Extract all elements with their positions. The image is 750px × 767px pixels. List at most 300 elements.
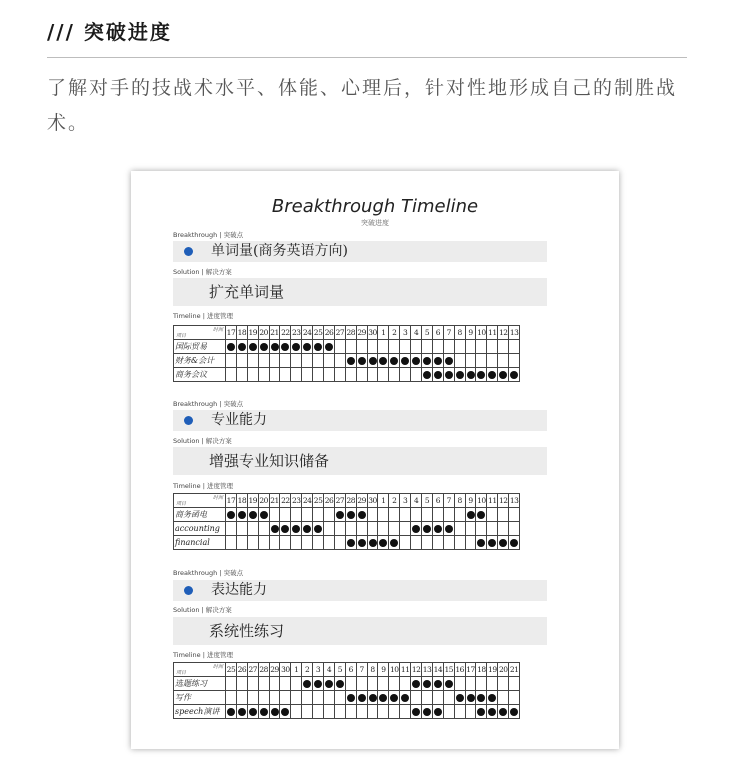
day-cell [443, 522, 454, 536]
day-cell [432, 368, 443, 382]
day-cell [226, 522, 237, 536]
day-cell [313, 677, 324, 691]
day-cell [443, 536, 454, 550]
scheduled-dot-icon [477, 371, 485, 379]
scheduled-dot-icon [412, 708, 420, 716]
grid-header-row [174, 494, 520, 508]
scheduled-dot-icon [510, 539, 518, 547]
day-cell [411, 705, 422, 719]
day-cell [302, 354, 313, 368]
day-cell [226, 677, 237, 691]
day-cell [476, 691, 487, 705]
day-cell [324, 536, 335, 550]
day-cell [509, 508, 520, 522]
day-cell [313, 522, 324, 536]
bullet-dot-icon [184, 586, 193, 595]
day-cell [324, 691, 335, 705]
scheduled-dot-icon [303, 680, 311, 688]
day-cell [247, 705, 258, 719]
day-cell [411, 368, 422, 382]
day-header: 18 [236, 494, 247, 508]
scheduled-dot-icon [379, 694, 387, 702]
day-cell [313, 705, 324, 719]
day-cell [367, 522, 378, 536]
corner-item-label: 项目 [176, 670, 187, 676]
day-cell [389, 536, 400, 550]
day-cell [236, 508, 247, 522]
day-cell [247, 677, 258, 691]
day-cell [324, 368, 335, 382]
day-cell [389, 368, 400, 382]
day-cell [291, 677, 302, 691]
scheduled-dot-icon [445, 525, 453, 533]
day-cell [367, 677, 378, 691]
day-cell [422, 536, 433, 550]
timeline-grid [173, 493, 520, 550]
day-cell [291, 508, 302, 522]
day-cell [411, 522, 422, 536]
day-cell [465, 354, 476, 368]
day-cell [400, 522, 411, 536]
day-cell [291, 705, 302, 719]
day-cell [334, 536, 345, 550]
day-cell [313, 508, 324, 522]
solution-bar [173, 278, 547, 306]
day-header: 1 [291, 663, 302, 677]
scheduled-dot-icon [412, 357, 420, 365]
day-cell [356, 354, 367, 368]
breakthrough-text: 单词量(商务英语方向) [211, 243, 348, 259]
day-cell [432, 677, 443, 691]
day-cell [411, 691, 422, 705]
day-cell [345, 522, 356, 536]
day-header: 1 [378, 326, 389, 340]
scheduled-dot-icon [423, 680, 431, 688]
day-header: 6 [345, 663, 356, 677]
breakthrough-label: Breakthrough | 突破点 [173, 400, 244, 408]
day-cell [400, 677, 411, 691]
scheduled-dot-icon [434, 525, 442, 533]
day-header: 19 [487, 663, 498, 677]
day-cell [236, 536, 247, 550]
timeline-grid [173, 662, 520, 719]
day-header: 27 [334, 326, 345, 340]
day-cell [454, 691, 465, 705]
scheduled-dot-icon [390, 357, 398, 365]
corner-item-label: 项目 [176, 501, 187, 507]
scheduled-dot-icon [467, 511, 475, 519]
scheduled-dot-icon [260, 343, 268, 351]
day-cell [476, 677, 487, 691]
day-header: 29 [356, 326, 367, 340]
day-cell [498, 691, 509, 705]
day-cell [498, 536, 509, 550]
scheduled-dot-icon [227, 708, 235, 716]
day-cell [291, 522, 302, 536]
day-cell [356, 691, 367, 705]
day-header: 9 [465, 494, 476, 508]
day-cell [313, 536, 324, 550]
day-cell [443, 368, 454, 382]
day-cell [247, 354, 258, 368]
scheduled-dot-icon [303, 525, 311, 533]
scheduled-dot-icon [401, 357, 409, 365]
day-cell [226, 340, 237, 354]
day-cell [236, 691, 247, 705]
day-cell [258, 522, 269, 536]
day-cell [302, 508, 313, 522]
day-cell [378, 677, 389, 691]
day-cell [509, 705, 520, 719]
day-header: 13 [422, 663, 433, 677]
day-header: 3 [400, 326, 411, 340]
day-cell [258, 508, 269, 522]
day-header: 3 [400, 494, 411, 508]
scheduled-dot-icon [336, 680, 344, 688]
day-cell [280, 340, 291, 354]
day-cell [356, 705, 367, 719]
day-cell [291, 691, 302, 705]
grid-corner [174, 663, 226, 677]
day-cell [465, 705, 476, 719]
day-cell [476, 508, 487, 522]
day-header: 29 [269, 663, 280, 677]
day-cell [302, 536, 313, 550]
day-cell [487, 508, 498, 522]
scheduled-dot-icon [434, 371, 442, 379]
solution-bar [173, 447, 547, 475]
scheduled-dot-icon [314, 343, 322, 351]
day-cell [443, 508, 454, 522]
day-cell [454, 508, 465, 522]
timeline-grid [173, 325, 520, 382]
task-row [174, 340, 520, 354]
day-cell [367, 340, 378, 354]
scheduled-dot-icon [347, 694, 355, 702]
day-cell [313, 354, 324, 368]
day-cell [422, 508, 433, 522]
day-cell [345, 340, 356, 354]
day-cell [498, 705, 509, 719]
day-cell [389, 705, 400, 719]
breakthrough-text: 专业能力 [211, 412, 267, 428]
day-cell [247, 340, 258, 354]
day-header: 18 [476, 663, 487, 677]
day-header: 22 [280, 326, 291, 340]
day-cell [356, 508, 367, 522]
day-cell [411, 677, 422, 691]
day-cell [422, 677, 433, 691]
day-cell [487, 691, 498, 705]
day-cell [443, 340, 454, 354]
scheduled-dot-icon [271, 343, 279, 351]
scheduled-dot-icon [358, 357, 366, 365]
day-cell [356, 677, 367, 691]
day-cell [465, 522, 476, 536]
scheduled-dot-icon [325, 680, 333, 688]
day-cell [367, 508, 378, 522]
day-cell [302, 691, 313, 705]
scheduled-dot-icon [358, 694, 366, 702]
scheduled-dot-icon [379, 539, 387, 547]
day-cell [280, 368, 291, 382]
day-cell [345, 677, 356, 691]
day-cell [313, 691, 324, 705]
day-cell [400, 368, 411, 382]
day-cell [378, 354, 389, 368]
day-header: 20 [258, 494, 269, 508]
day-cell [422, 368, 433, 382]
scheduled-dot-icon [434, 680, 442, 688]
task-row [174, 691, 520, 705]
bullet-dot-icon [184, 247, 193, 256]
timeline-document [131, 171, 619, 749]
day-cell [367, 368, 378, 382]
scheduled-dot-icon [477, 511, 485, 519]
task-label: 财务&会计 [174, 354, 226, 368]
day-cell [422, 340, 433, 354]
day-cell [465, 691, 476, 705]
day-cell [291, 354, 302, 368]
day-cell [454, 354, 465, 368]
day-cell [334, 508, 345, 522]
day-cell [324, 705, 335, 719]
day-header: 27 [334, 494, 345, 508]
scheduled-dot-icon [510, 708, 518, 716]
scheduled-dot-icon [467, 694, 475, 702]
day-header: 10 [476, 326, 487, 340]
task-label: financial [174, 536, 226, 550]
day-cell [269, 340, 280, 354]
scheduled-dot-icon [249, 708, 257, 716]
day-cell [280, 691, 291, 705]
day-header: 15 [443, 663, 454, 677]
scheduled-dot-icon [281, 525, 289, 533]
day-cell [465, 677, 476, 691]
day-header: 8 [367, 663, 378, 677]
scheduled-dot-icon [445, 357, 453, 365]
day-cell [269, 705, 280, 719]
breakthrough-bar [173, 580, 547, 601]
task-label: 写作 [174, 691, 226, 705]
task-row [174, 522, 520, 536]
corner-time-label: 时间 [212, 495, 223, 501]
day-cell [280, 677, 291, 691]
day-cell [487, 368, 498, 382]
day-header: 25 [313, 326, 324, 340]
scheduled-dot-icon [488, 539, 496, 547]
day-cell [367, 705, 378, 719]
day-cell [334, 340, 345, 354]
scheduled-dot-icon [281, 708, 289, 716]
scheduled-dot-icon [390, 539, 398, 547]
day-cell [302, 705, 313, 719]
task-row [174, 368, 520, 382]
day-header: 11 [487, 494, 498, 508]
scheduled-dot-icon [477, 694, 485, 702]
day-cell [432, 691, 443, 705]
day-cell [509, 354, 520, 368]
day-cell [247, 508, 258, 522]
day-cell [356, 522, 367, 536]
day-cell [400, 536, 411, 550]
scheduled-dot-icon [238, 343, 246, 351]
day-cell [226, 368, 237, 382]
day-header: 7 [356, 663, 367, 677]
day-cell [247, 368, 258, 382]
day-cell [389, 354, 400, 368]
section-header: /// 突破进度 [47, 20, 172, 44]
grid-corner [174, 326, 226, 340]
day-header: 30 [367, 494, 378, 508]
day-cell [443, 354, 454, 368]
day-cell [226, 705, 237, 719]
day-cell [345, 368, 356, 382]
day-cell [258, 354, 269, 368]
scheduled-dot-icon [369, 357, 377, 365]
day-header: 16 [454, 663, 465, 677]
day-cell [400, 340, 411, 354]
task-row [174, 677, 520, 691]
day-cell [247, 536, 258, 550]
scheduled-dot-icon [260, 708, 268, 716]
day-cell [247, 691, 258, 705]
scheduled-dot-icon [281, 343, 289, 351]
day-cell [389, 677, 400, 691]
breakthrough-bar [173, 410, 547, 431]
day-cell [324, 340, 335, 354]
day-header: 27 [247, 663, 258, 677]
day-cell [334, 354, 345, 368]
breakthrough-bar [173, 241, 547, 262]
solution-text: 扩充单词量 [209, 283, 285, 301]
day-header: 4 [411, 326, 422, 340]
task-label: 商务会议 [174, 368, 226, 382]
day-header: 19 [247, 494, 258, 508]
day-cell [356, 368, 367, 382]
day-cell [334, 705, 345, 719]
scheduled-dot-icon [379, 357, 387, 365]
day-cell [236, 354, 247, 368]
scheduled-dot-icon [260, 511, 268, 519]
day-header: 6 [432, 326, 443, 340]
day-cell [269, 354, 280, 368]
day-cell [509, 691, 520, 705]
day-cell [280, 508, 291, 522]
day-header: 17 [465, 663, 476, 677]
day-cell [432, 354, 443, 368]
day-cell [378, 705, 389, 719]
day-cell [345, 705, 356, 719]
day-cell [400, 508, 411, 522]
day-cell [487, 522, 498, 536]
day-cell [498, 340, 509, 354]
day-cell [313, 340, 324, 354]
day-cell [345, 536, 356, 550]
day-cell [411, 354, 422, 368]
scheduled-dot-icon [249, 343, 257, 351]
day-cell [367, 536, 378, 550]
scheduled-dot-icon [499, 708, 507, 716]
day-header: 7 [443, 326, 454, 340]
scheduled-dot-icon [271, 525, 279, 533]
day-cell [258, 340, 269, 354]
day-cell [378, 536, 389, 550]
scheduled-dot-icon [292, 525, 300, 533]
day-header: 1 [378, 494, 389, 508]
bullet-dot-icon [184, 416, 193, 425]
scheduled-dot-icon [499, 539, 507, 547]
day-cell [411, 508, 422, 522]
task-label: speech演讲 [174, 705, 226, 719]
day-cell [236, 522, 247, 536]
day-header: 13 [509, 326, 520, 340]
day-cell [247, 522, 258, 536]
day-header: 25 [313, 494, 324, 508]
day-header: 13 [509, 494, 520, 508]
breakthrough-label: Breakthrough | 突破点 [173, 231, 244, 239]
day-cell [476, 522, 487, 536]
day-cell [345, 354, 356, 368]
day-cell [400, 354, 411, 368]
day-header: 4 [411, 494, 422, 508]
scheduled-dot-icon [303, 343, 311, 351]
day-cell [389, 522, 400, 536]
day-cell [432, 508, 443, 522]
day-cell [432, 705, 443, 719]
task-label: 国际贸易 [174, 340, 226, 354]
day-header: 9 [465, 326, 476, 340]
scheduled-dot-icon [456, 371, 464, 379]
day-cell [269, 677, 280, 691]
day-cell [509, 368, 520, 382]
scheduled-dot-icon [314, 680, 322, 688]
day-cell [465, 536, 476, 550]
timeline-label: Timeline | 进度管理 [173, 312, 233, 320]
day-header: 25 [226, 663, 237, 677]
scheduled-dot-icon [358, 511, 366, 519]
day-cell [487, 677, 498, 691]
day-cell [226, 536, 237, 550]
scheduled-dot-icon [347, 511, 355, 519]
day-cell [302, 340, 313, 354]
day-header: 20 [258, 326, 269, 340]
day-cell [454, 705, 465, 719]
day-cell [422, 354, 433, 368]
day-header: 11 [487, 326, 498, 340]
scheduled-dot-icon [499, 371, 507, 379]
day-header: 24 [302, 494, 313, 508]
solution-label: Solution | 解决方案 [173, 437, 232, 445]
day-header: 17 [226, 326, 237, 340]
day-cell [454, 340, 465, 354]
task-row [174, 508, 520, 522]
day-cell [226, 354, 237, 368]
scheduled-dot-icon [510, 371, 518, 379]
day-header: 14 [432, 663, 443, 677]
scheduled-dot-icon [238, 708, 246, 716]
day-cell [236, 705, 247, 719]
day-cell [454, 368, 465, 382]
scheduled-dot-icon [467, 371, 475, 379]
day-cell [389, 508, 400, 522]
solution-text: 增强专业知识储备 [209, 452, 330, 470]
day-header: 26 [324, 494, 335, 508]
day-cell [302, 522, 313, 536]
day-header: 8 [454, 494, 465, 508]
scheduled-dot-icon [292, 343, 300, 351]
scheduled-dot-icon [423, 708, 431, 716]
